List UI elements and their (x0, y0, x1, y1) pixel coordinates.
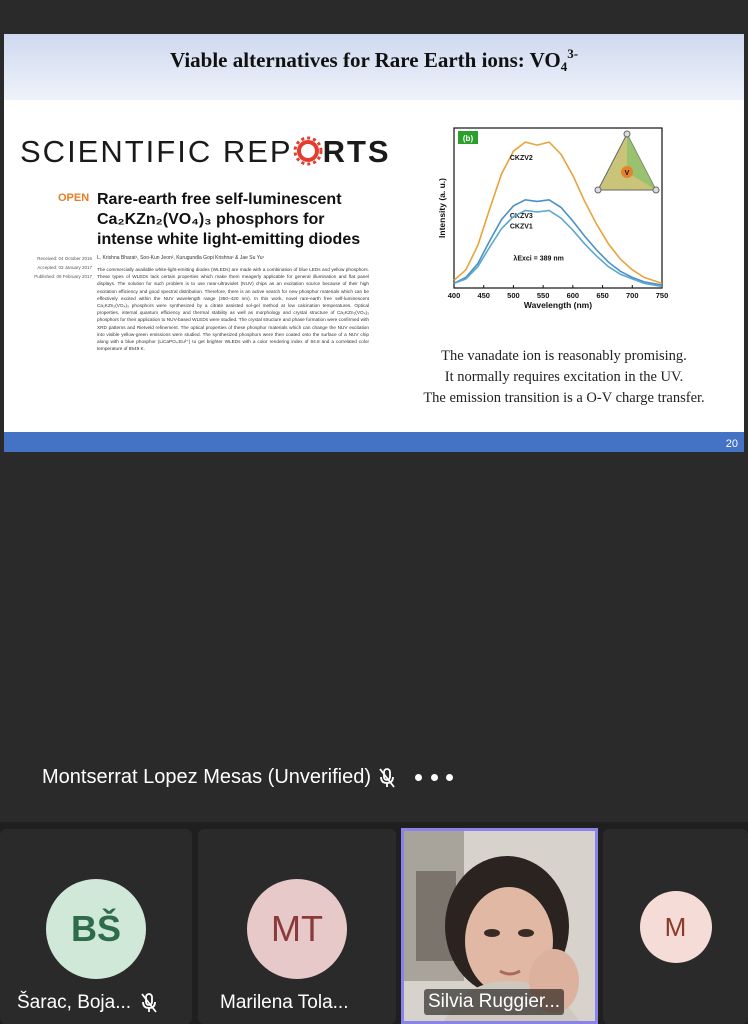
more-options-button[interactable] (415, 767, 453, 789)
x-tick-label: 450 (477, 291, 490, 300)
panel-label: (b) (462, 134, 474, 143)
series-label: CKZV3 (509, 212, 533, 220)
participant-name-row (220, 992, 349, 1014)
x-tick-label: 750 (655, 291, 669, 300)
caption-line-2: It normally requires excitation in the UV. (444, 369, 684, 385)
open-access-label: OPEN (58, 192, 90, 204)
participant-tile[interactable] (0, 829, 192, 1024)
inset-v-label: V (624, 170, 630, 177)
paper-dates: Received: 04 October 2016 Accepted: 03 January 2017 Published: 09 February 2017 (34, 256, 92, 279)
mic-muted-icon (377, 767, 397, 789)
participant-name: Šarac, Boja... (17, 992, 132, 1013)
x-tick-label: 500 (507, 291, 520, 300)
x-tick-label: 550 (536, 291, 550, 300)
participant-video-tile[interactable] (401, 828, 598, 1024)
paper-authors: L. Krishna Bharat¹, Soo-Kun Jeon², Kurugundla Gopi Krishna¹ & Jae Su Yu¹ (97, 255, 265, 261)
avatar: MT (247, 879, 347, 979)
participant-name-row (424, 989, 564, 1015)
caption-line-1: The vanadate ion is reasonably promising. (441, 348, 687, 364)
x-tick-label: 700 (626, 291, 639, 300)
more-icon-dot (431, 774, 438, 781)
shared-slide (4, 34, 744, 452)
gear-logo-icon (293, 136, 323, 166)
x-tick-label: 650 (596, 291, 609, 300)
slide-header (4, 34, 744, 100)
journal-logo: SCIENTIFIC REP RTS (20, 134, 391, 169)
mic-muted-icon (139, 992, 159, 1014)
x-axis-label: Wavelength (nm) (523, 300, 593, 310)
excitation-annotation: λExci = 389 nm (513, 255, 564, 263)
inset-oxygen (624, 131, 630, 137)
speaker-name: Montserrat Lopez Mesas (Unverified) (42, 766, 372, 788)
speaker-name-bar (42, 766, 453, 789)
avatar: M (640, 891, 712, 963)
slide-footer (4, 432, 744, 452)
inset-oxygen (595, 187, 601, 193)
participant-tile[interactable] (603, 829, 748, 1024)
slide-number: 20 (725, 438, 738, 450)
participant-name: Silvia Ruggier... (424, 989, 564, 1015)
more-icon-dot (446, 774, 453, 781)
slide-title: Viable alternatives for Rare Earth ions: $VO_4^{3-}$ (169, 46, 579, 74)
x-tick-label: 400 (447, 291, 461, 300)
participant-tile[interactable] (198, 829, 396, 1024)
avatar: BŠ (46, 879, 146, 979)
y-axis-label: Intensity (a. u.) (437, 178, 447, 238)
more-icon-dot (415, 774, 422, 781)
emission-spectrum-chart (432, 118, 682, 328)
inset-oxygen (653, 187, 659, 193)
series-label: CKZV1 (509, 223, 533, 231)
x-tick-label: 600 (566, 291, 580, 300)
participant-name: Marilena Tola... (220, 992, 349, 1013)
series-label: CKZV2 (509, 155, 533, 163)
paper-abstract: The commercially available white-light-emitting diodes (WLEDs) are made with a combination of blue LEDs and yellow phosphors. These types of WLEDs lack certain properties which make them meagerly applicable for general illumination and flat panel displays. The solution for such problem is to use near-ultraviolet (NUV) chips as an excitation source because of their high excitation efficiency and good spectral distribution. Therefore, there is an active search for new phosphor materials which can be effectively excited within the NUV wavelength range (350–420 nm). In this work, novel rare-earth free self-luminescent Ca₂KZn₂(VO₄)₃ phosphors were synthesized by a citrate assisted sol-gel method at low calcination temperatures. Optical properties, internal quantum efficiency and thermal stability as well as morphology and crystal structure of Ca₂KZn₂(VO₄)₃ phosphors for their application to NUV-based WLEDs were studied. The crystal structure and phase formation were confirmed with XRD patterns and Rietveld refinement. The optical properties of these phosphor materials which can change the NUV excitation into visible yellow-green emissions were studied. The synthesized phosphors were then coated onto the surface of a NUV chip along with a blue phosphor (LiCaPO₄:Eu²⁺) to get brighter WLEDs with a color rendering index of 94.8 and a correlated color temperature of 8549 K. (97, 267, 369, 352)
paper-title: Rare-earth free self-luminescent Ca₂KZn₂(VO₄)₃ phosphors for intense white light-emitting diodes (97, 191, 361, 248)
participant-name-row (17, 992, 159, 1014)
caption-line-3: The emission transition is a O-V charge transfer. (423, 390, 705, 406)
